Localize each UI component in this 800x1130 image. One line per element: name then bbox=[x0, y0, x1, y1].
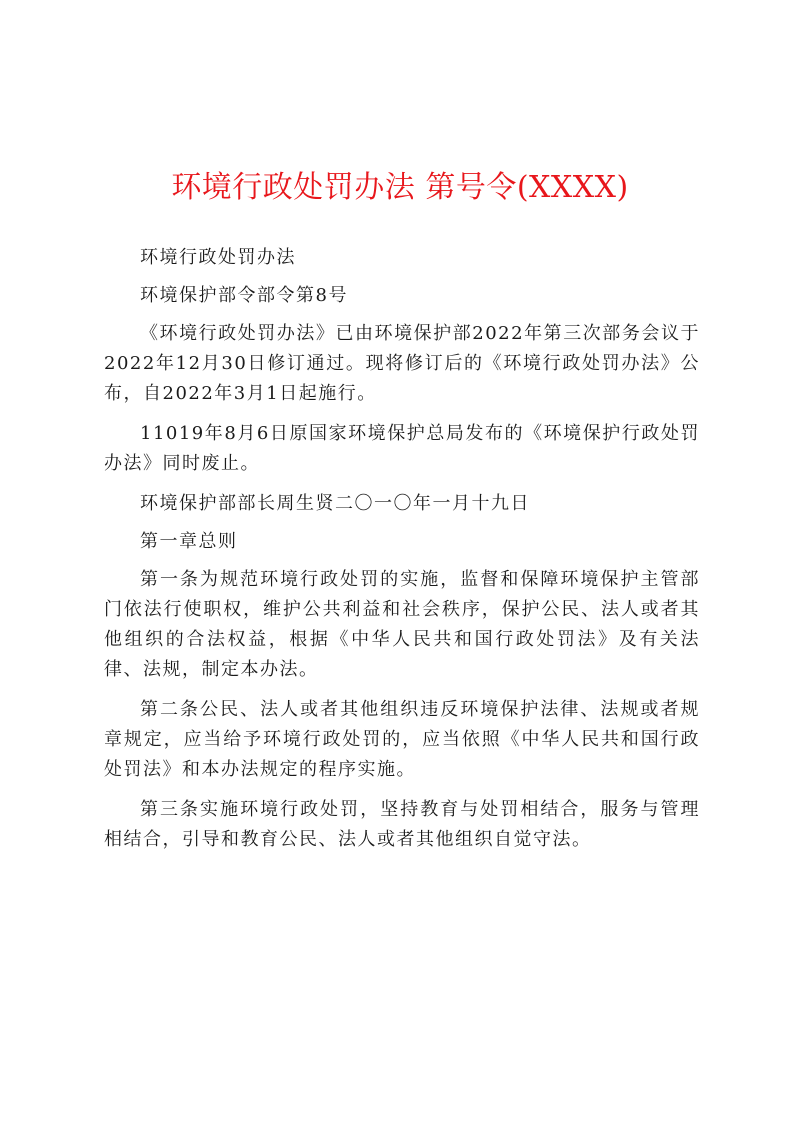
paragraph-signature: 环境保护部部长周生贤二〇一〇年一月十九日 bbox=[140, 493, 530, 514]
paragraph-chapter-heading: 第一章总则 bbox=[140, 531, 238, 552]
paragraph-heading: 环境行政处罚办法 bbox=[140, 247, 296, 268]
paragraph-promulgation: 《环境行政处罚办法》已由环境保护部2022年第三次部务会议于2022年12月30日修订通过。现将修订后的《环境行政处罚办法》公布，自2022年3月1日起施行。 bbox=[104, 323, 700, 404]
paragraph-repeal: 11019年8月6日原国家环境保护总局发布的《环境保护行政处罚办法》同时废止。 bbox=[104, 423, 700, 474]
paragraph-article-2: 第二条公民、法人或者其他组织违反环境保护法律、法规或者规章规定，应当给予环境行政处罚的，应当依照《中华人民共和国行政处罚法》和本办法规定的程序实施。 bbox=[104, 699, 700, 780]
paragraph-article-1: 第一条为规范环境行政处罚的实施，监督和保障环境保护主管部门依法行使职权，维护公共利益和社会秩序，保护公民、法人或者其他组织的合法权益，根据《中华人民共和国行政处罚法》及有关法律、法规，制定本办法。 bbox=[104, 569, 700, 680]
document-title: 环境行政处罚办法 第号令(XXXX) bbox=[171, 170, 629, 205]
paragraph-article-3: 第三条实施环境行政处罚，坚持教育与处罚相结合，服务与管理相结合，引导和教育公民、法人或者其他组织自觉守法。 bbox=[104, 799, 700, 850]
document-body bbox=[104, 243, 700, 855]
paragraph-decree-number: 环境保护部令部令第8号 bbox=[140, 285, 348, 306]
